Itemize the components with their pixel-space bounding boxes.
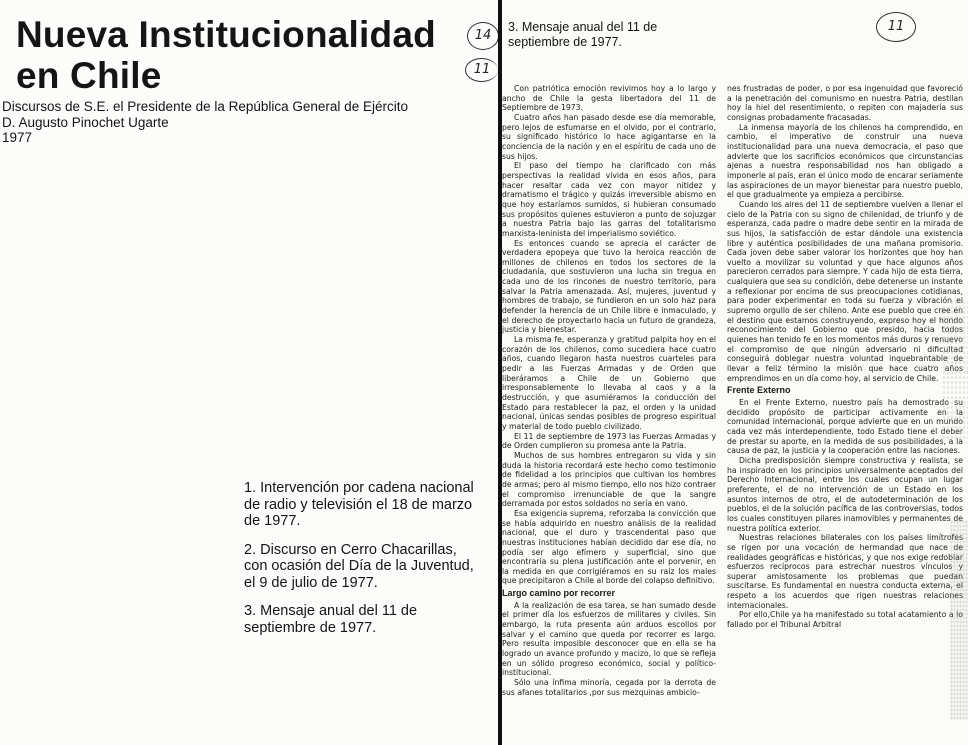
paragraph: El paso del tiempo ha clarificado con más perspectivas la realidad vivida en esos años, para hacer resaltar cada vez con mayor nitidez y dramatismo el trágico y quizás irreversible abismo en que hoy estaríamos sumidos, si hubieran consumado sus propósitos quienes estuvieron a punto de sojuzgar a nuestra Patria bajo las garras del totalitarismo marxista-leninista del imperialismo soviético. [502, 161, 716, 238]
paragraph: Es entonces cuando se aprecia el carácter de verdadera epopeya que tuvo la heroica reacción de millones de chilenos en todos los sectores de la ciudadanía, que sostuvieron una lucha sin tregua en cada uno de los rincones de nuestro territorio, para salvar la Patria amenazada. Así, mujeres, juventud y hombres de trabajo, se fundieron en un solo haz para defender la herencia de un Chile libre e inmaculado, y el derecho de proyectarlo hacia un futuro de grandeza, justicia y bienestar. [502, 238, 716, 335]
toc-item: 2. Discurso en Cerro Chacarillas, con ocasión del Día de la Juventud, el 9 de julio de 1977. [244, 541, 474, 591]
publication-year: 1977 [2, 130, 33, 145]
paragraph: Esa exigencia suprema, reforzaba la convicción que se había adquirido en nuestro análisis de la realidad nacional, que el duro y trascendental paso que nuestras instituciones habían decidido dar ese día, no podía ser algo efímero y superficial, sino que encontraría su plena justificación ante el porvenir, en la medida en que corrigiéramos en su raíz los males que precipitaron a Chile al borde del colapso definitivo. [502, 508, 716, 586]
paragraph: nes frustradas de poder, o por esa ingenuidad que favoreció a la penetración del comunismo en nuestra Patria, destilan hoy la hiel del resentimiento, o repiten con majadería sus consignas probadamente fracasadas. [727, 84, 963, 122]
section-heading: Frente Externo [727, 385, 791, 396]
book-title [16, 14, 436, 96]
scan-noise [950, 520, 968, 720]
right-page [502, 0, 968, 745]
subtitle-line-2: D. Augusto Pinochet Ugarte [2, 114, 169, 130]
toc-item: 3. Mensaje anual del 11 de septiembre de 1977. [244, 603, 418, 636]
handwritten-page-mark: 14 [467, 22, 499, 50]
paragraph: Por ello,Chile ya ha manifestado su total acatamiento a lo fallado por el Tribunal Arbitral [727, 610, 963, 630]
paragraph: El 11 de septiembre de 1973 las Fuerzas Armadas y de Orden cumplieron su promesa ante la Patria. [502, 431, 716, 451]
scan-noise [942, 300, 968, 440]
paragraph: En el Frente Externo, nuestro país ha demostrado su decidido propósito de participar activamente en la comunidad internacional, porque advierte que en un mundo cada vez más interdependiente, todo Estado tiene el deber de prestar su aporte, en la medida de sus posibilidades, a la causa de paz, la justicia y la cooperación entre las naciones. [727, 398, 963, 456]
paragraph: Muchos de sus hombres entregaron su vida y sin duda la historia recordará este hecho como testimonio de fidelidad a los principios que cultivan los hombres de armas; pero al mismo tiempo, ello nos hizo contraer el compromiso irrenunciable de que la sangre derramada por estos soldados no sería en vano. [502, 450, 716, 509]
paragraph: A la realización de esa tarea, se han sumado desde el primer día los esfuerzos de militares y civiles. Sin embargo, la ruta presenta aún arduos escollos por salvar y el camino que queda por recorrer es largo. Pero resulta imposible desconocer que en ella se ha logrado un avance profundo y macizo, lo que se refleja en un sólido progreso económico, social y político-institucional. [502, 600, 716, 678]
text-column-left [502, 84, 716, 697]
paragraph: La inmensa mayoría de los chilenos ha comprendido, en cambio, el imperativo de construir una nueva institucionalidad para una nueva democracia, el paso que advierte que los sacrificios económicos que circunstancias ajenas a nuestra responsabilidad nos han obligado a imponerle al país, eran el único modo de encarar seriamente las aspiraciones de un mayor bienestar para nuestro pueblo, el que gradualmente ya empieza a percibirse. [727, 122, 963, 200]
table-of-contents [244, 480, 484, 648]
speech-heading: 3. Mensaje anual del 11 de septiembre de 1977. [508, 20, 658, 49]
toc-item: 1. Intervención por cadena nacional de radio y televisión el 18 de marzo de 1977. [244, 480, 474, 529]
paragraph: Cuando los aires del 11 de septiembre vuelven a llenar el cielo de la Patria con su signo de chilenidad, de triunfo y de esperanza, cada padre o madre debe sentir en la mirada de sus hijos, la satisfacción de estar dándole una existencia libre y auténtica posibilidades de una mañana promisorio. Cada joven debe saber valorar los horizontes que hoy han vuelto a movilizar su voluntad y que hace algunos años parecieron cerrados para siempre. Y cada hijo de esta tierra, cualquiera que sea su condición, debe detenerse un instante a reflexionar por encima de sus preocupaciones cotidianas, para poder experimentar en toda su fuerza y vibración el supremo orgullo de ser chileno. Ante ese pueblo que cree en el destino que estamos construyendo, expreso hoy el hondo reconocimiento del Gobierno que presido, hacia todos quienes han tenido fe en los momentos más duros y renuevo el compromiso de que ningún adversario ni dificultad conseguirá doblegar nuestra voluntad inquebrantable de llevar a feliz término la misión que hace cuatro años emprendimos en un día como hoy, al servicio de Chile. [727, 199, 963, 383]
title-line-1: Nueva Institucionalidad [16, 14, 436, 55]
subtitle-line-1: Discursos de S.E. el Presidente de la República General de Ejército [2, 99, 408, 114]
paragraph: Nuestras relaciones bilaterales con los países limítrofes se rigen por una vocación de hermandad que nace de realidades geográficas e históricas, y que nos exige redoblar esfuerzos recíprocos para estrechar nuestros vínculos y superar amistosamente los problemas que puedan suscitarse. Es fundamental en nuestra conducta externa, el respeto a los acuerdos que rigen nuestras relaciones internacionales. [727, 533, 963, 610]
book-subtitle [2, 99, 472, 146]
paragraph: La misma fe, esperanza y gratitud palpita hoy en el corazón de los chilenos, como sucediera hace cuatro años, cuando llegaron hasta nuestros cuarteles para pedir a las Fuerzas Armadas y de Orden que liberáramos a Chile de un Gobierno que irresponsablemente lo llevaba al caos y a la destrucción, y que asumiéramos la conducción del Estado para restablecer la paz, el orden y la unidad nacional, únicas sendas posibles de progreso espiritual y material de todo pueblo civilizado. [502, 335, 716, 431]
handwritten-page-number: 11 [876, 12, 916, 42]
title-line-2: en Chile [16, 55, 162, 96]
paragraph: Dicha predisposición siempre constructiva y realista, se ha inspirado en los principios universalmente aceptados del Derecho Internacional, entre los cuales ocupan un lugar preferente, el de no intervención de un Estado en los asuntos internos de otro, el de autodeterminación de los pueblos, el de la solución pacífica de las controversias, todos los cuales constituyen pilares inamovibles y permanentes de nuestra política exterior. [727, 455, 963, 533]
paragraph: Con patriótica emoción revivimos hoy a lo largo y ancho de Chile la gesta libertadora del 11 de Septiembre de 1973. [502, 84, 716, 113]
handwritten-page-mark-secondary: 11 [465, 58, 498, 82]
text-column-right [727, 84, 963, 630]
paragraph: Cuatro años han pasado desde ese día memorable, pero lejos de esfumarse en el olvido, por el contrario, su significado histórico lo hace agigantarse en la conciencia de la nación y en el espíritu de cada uno de sus hijos. [502, 112, 716, 161]
section-heading: Largo camino por recorrer [502, 588, 616, 599]
paragraph: Sólo una ínfima minoría, cegada por la derrota de sus afanes totalitarios ,por sus mezquinas ambicio- [502, 678, 716, 697]
